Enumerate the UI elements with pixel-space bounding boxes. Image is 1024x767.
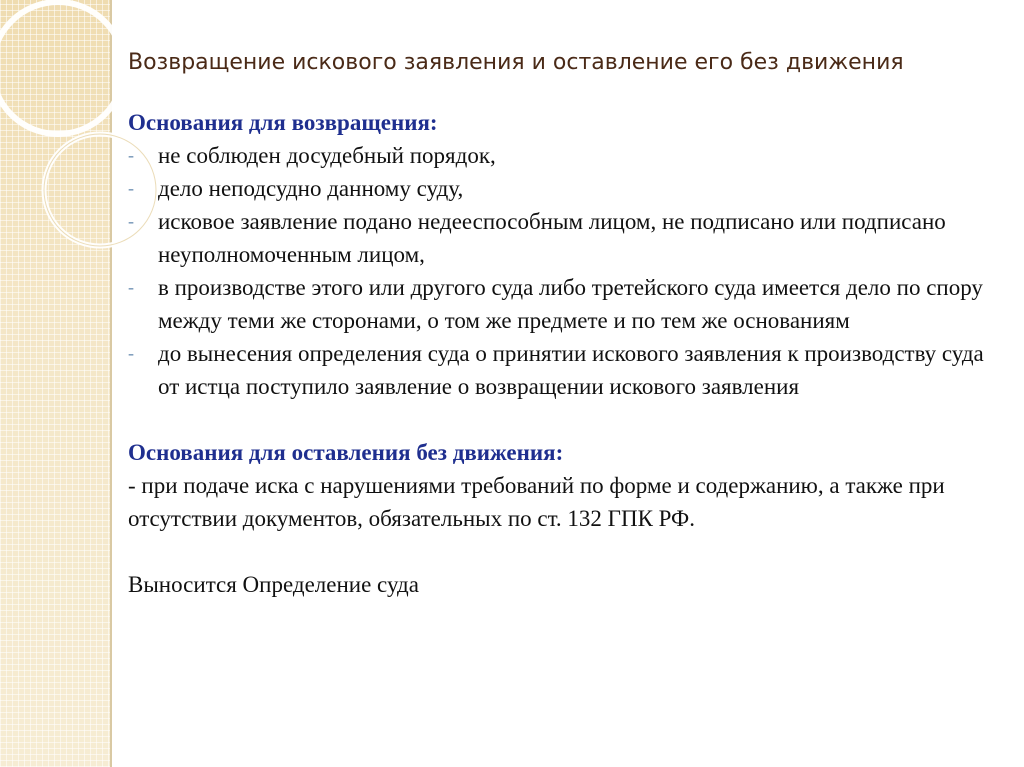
- list-item-text: не соблюден досудебный порядок,: [158, 143, 496, 168]
- no-motion-grounds-text: - при подаче иска с нарушениями требований по форме и содержанию, а также при отсутствии документов, обязательных по ст. 132 ГПК РФ.: [128, 473, 945, 531]
- bullet-dash: -: [128, 211, 134, 231]
- spacer: [128, 403, 1008, 436]
- no-motion-grounds-heading: Основания для оставления без движения:: [128, 440, 564, 465]
- list-item: [128, 172, 1008, 205]
- conclusion-text: Выносится Определение суда: [128, 572, 419, 597]
- bullet-dash: -: [128, 343, 134, 363]
- list-item-text: до вынесения определения суда о принятии искового заявления к производству суда от истца поступило заявление о возвращении искового заявления: [158, 341, 984, 399]
- bullet-dash: -: [128, 145, 134, 165]
- return-grounds-list: [128, 139, 1008, 403]
- bullet-dash: -: [128, 178, 134, 198]
- return-grounds-heading: Основания для возвращения:: [128, 110, 438, 135]
- slide-content: [128, 106, 1008, 601]
- list-item-text: дело неподсудно данному суду,: [158, 176, 464, 201]
- list-item-text: в производстве этого или другого суда либо третейского суда имеется дело по спору между теми же сторонами, о том же предмете и по тем же основаниям: [158, 275, 983, 333]
- list-item-text: исковое заявление подано недееспособным лицом, не подписано или подписано неуполномоченным лицом,: [158, 209, 946, 267]
- list-item: [128, 139, 1008, 172]
- list-item: [128, 271, 1008, 337]
- spacer: [128, 535, 1008, 568]
- bullet-dash: -: [128, 277, 134, 297]
- list-item: [128, 205, 1008, 271]
- slide-title: Возвращение искового заявления и оставление его без движения: [128, 50, 904, 75]
- list-item: [128, 337, 1008, 403]
